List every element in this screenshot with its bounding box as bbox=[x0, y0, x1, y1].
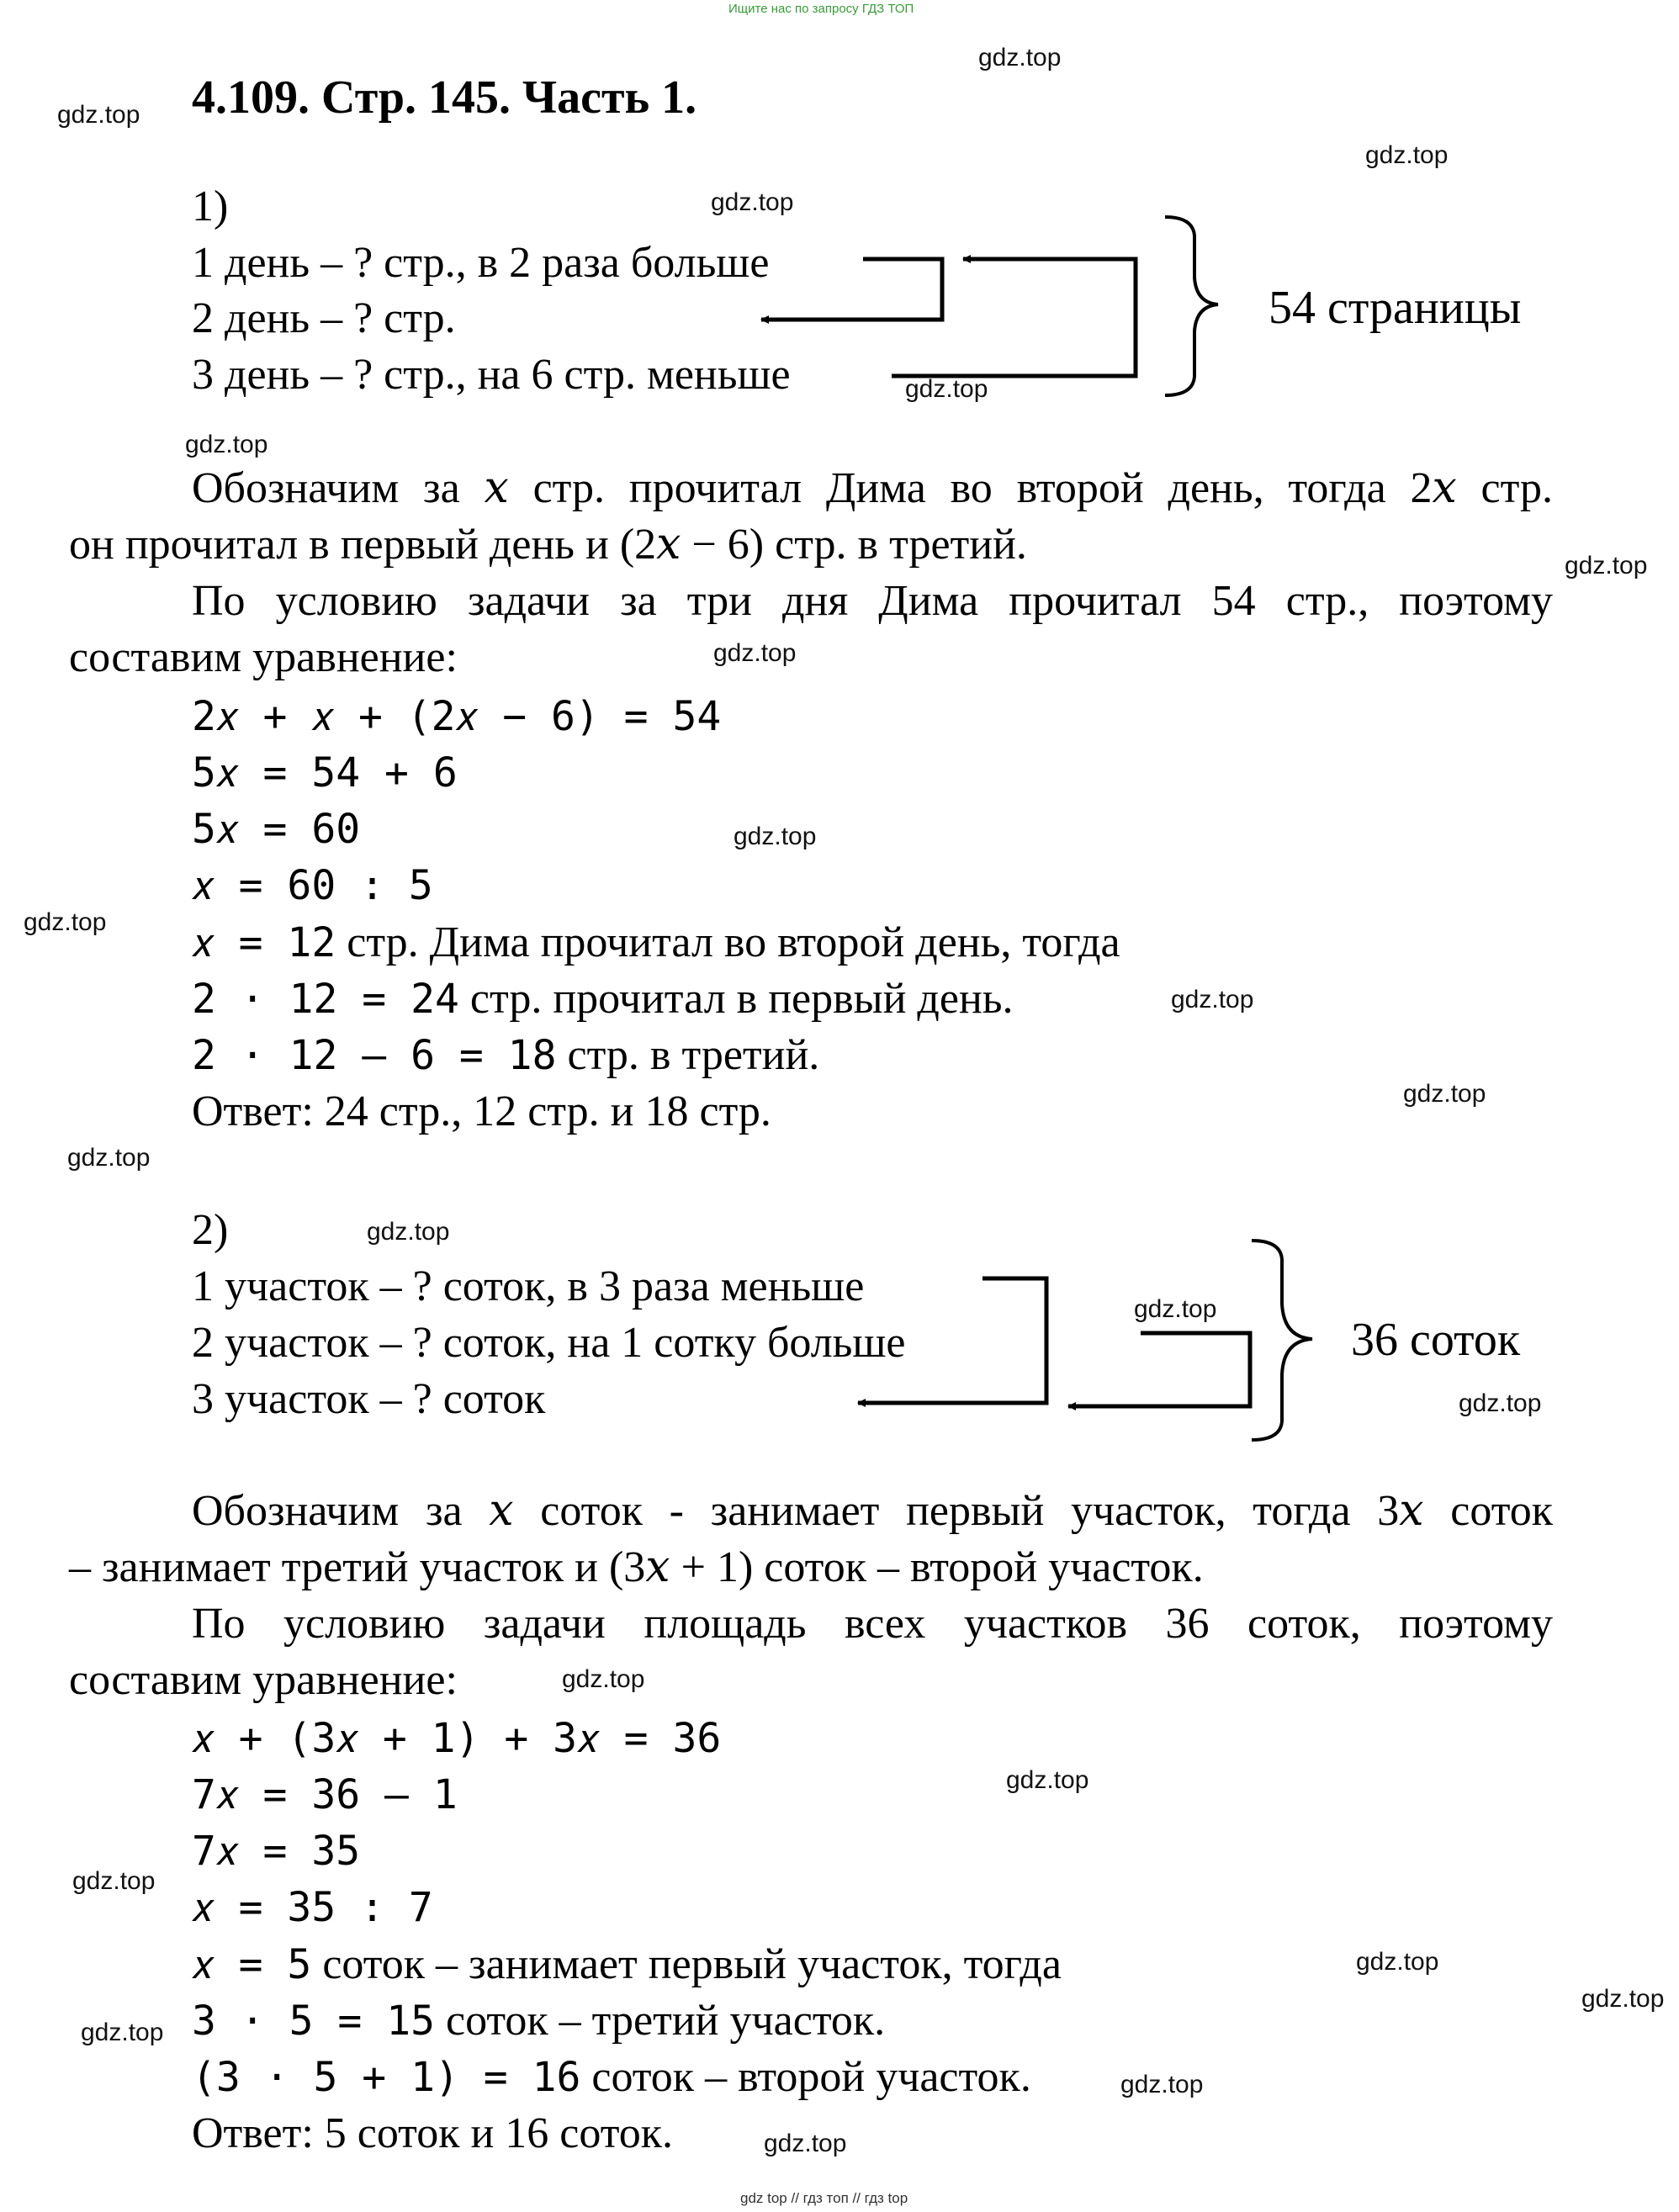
part2-para2-line2: составим уравнение: bbox=[69, 1656, 458, 1704]
part1-equation-3: 5𝑥 = 60 bbox=[192, 806, 361, 853]
part1-equation-7-text: стр. в третий. bbox=[556, 1031, 820, 1079]
watermark: gdz.top bbox=[24, 908, 107, 936]
part2-equation-7-math: (3 · 5 + 1) = 16 bbox=[192, 2054, 581, 2101]
page-title: 4.109. Стр. 145. Часть 1. bbox=[192, 71, 697, 124]
part2-para2-line1: По условию задачи площадь всех участков 36 соток, поэтому bbox=[192, 1600, 1553, 1648]
arrow-plot2-to-plot3 bbox=[1068, 1333, 1250, 1406]
part1-equation-6-text: стр. прочитал в первый день. bbox=[458, 975, 1014, 1023]
watermark: gdz.top bbox=[57, 101, 140, 129]
part1-equation-1: 2𝑥 + 𝑥 + (2𝑥 − 6) = 54 bbox=[192, 693, 722, 740]
part2-para1-line1: Обозначим за 𝑥 соток - занимает первый участок, тогда 3𝑥 соток bbox=[192, 1487, 1553, 1535]
watermark: gdz.top bbox=[185, 431, 268, 458]
part2-equation-2: 7𝑥 = 36 – 1 bbox=[192, 1771, 458, 1818]
watermark: gdz.top bbox=[72, 1867, 156, 1895]
part1-equation-5-math: 𝑥 = 12 bbox=[192, 919, 336, 966]
arrow-day1-to-day2 bbox=[761, 259, 942, 320]
part2-brace bbox=[1252, 1241, 1312, 1440]
watermark: gdz.top bbox=[1120, 2071, 1204, 2098]
watermark: gdz.top bbox=[367, 1218, 450, 1246]
arrow-day3-to-day1 bbox=[892, 259, 1136, 376]
part2-equation-6-text: соток – третий участок. bbox=[434, 1997, 886, 2045]
part1-equation-6-math: 2 · 12 = 24 bbox=[192, 976, 459, 1023]
part1-answer: Ответ: 24 стр., 12 стр. и 18 стр. bbox=[192, 1087, 771, 1135]
part2-equation-3: 7𝑥 = 35 bbox=[192, 1828, 361, 1875]
part2-equation-6-math: 3 · 5 = 15 bbox=[192, 1998, 435, 2045]
part1-row-3: 3 день – ? стр., на 6 стр. меньше bbox=[192, 351, 791, 399]
part2-row-2: 2 участок – ? соток, на 1 сотку больше bbox=[192, 1319, 906, 1367]
part1-equation-7 bbox=[192, 1029, 819, 1082]
watermark: gdz.top bbox=[1171, 986, 1254, 1013]
part2-answer: Ответ: 5 соток и 16 соток. bbox=[192, 2109, 673, 2157]
part2-row-1: 1 участок – ? соток, в 3 раза меньше bbox=[192, 1262, 865, 1310]
part1-row-2: 2 день – ? стр. bbox=[192, 294, 456, 342]
part1-equation-5-text: стр. Дима прочитал во второй день, тогда bbox=[336, 918, 1120, 966]
watermark: gdz.top bbox=[1365, 141, 1449, 169]
watermark: gdz.top bbox=[1581, 1985, 1665, 2013]
part2-equation-7 bbox=[192, 2051, 1031, 2104]
top-ad-text: Ищите нас по запросу ГДЗ ТОП bbox=[728, 2, 914, 16]
part2-equation-1: 𝑥 + (3𝑥 + 1) + 3𝑥 = 36 bbox=[192, 1715, 722, 1762]
watermark: gdz.top bbox=[1565, 552, 1648, 579]
part1-brace bbox=[1165, 217, 1218, 395]
watermark: gdz.top bbox=[1006, 1766, 1089, 1794]
watermark: gdz.top bbox=[734, 823, 817, 850]
part2-equation-6 bbox=[192, 1995, 885, 2047]
part2-para1-line2: – занимает третий участок и (3𝑥 + 1) соток – второй участок. bbox=[69, 1543, 1204, 1591]
part2-equation-7-text: соток – второй участок. bbox=[580, 2053, 1031, 2101]
footer-text: gdz top // гдз топ // гдз top bbox=[740, 2190, 908, 2206]
watermark: gdz.top bbox=[905, 375, 988, 403]
part2-row-3: 3 участок – ? соток bbox=[192, 1375, 546, 1423]
part1-equation-5 bbox=[192, 917, 1120, 969]
part2-equation-5 bbox=[192, 1939, 1062, 1991]
watermark: gdz.top bbox=[1356, 1948, 1439, 1976]
watermark: gdz.top bbox=[1134, 1295, 1217, 1323]
part1-equation-7-math: 2 · 12 – 6 = 18 bbox=[192, 1032, 557, 1079]
part1-label: 1) bbox=[192, 183, 229, 230]
watermark: gdz.top bbox=[1403, 1080, 1486, 1108]
watermark: gdz.top bbox=[764, 2130, 847, 2157]
watermark: gdz.top bbox=[711, 188, 794, 216]
part1-row-1: 1 день – ? стр., в 2 раза больше bbox=[192, 239, 770, 287]
part1-para2-line2: составим уравнение: bbox=[69, 633, 458, 681]
part2-total-label: 36 соток bbox=[1351, 1314, 1521, 1366]
part2-equation-5-math: 𝑥 = 5 bbox=[192, 1941, 312, 1988]
part1-total-label: 54 страницы bbox=[1269, 282, 1522, 334]
part1-equation-4: 𝑥 = 60 : 5 bbox=[192, 862, 433, 909]
part2-label: 2) bbox=[192, 1206, 229, 1254]
part1-equation-6 bbox=[192, 973, 1014, 1025]
watermark: gdz.top bbox=[562, 1665, 645, 1693]
watermark: gdz.top bbox=[1459, 1389, 1542, 1417]
part1-para1-line2: он прочитал в первый день и (2𝑥 − 6) стр. в третий. bbox=[69, 521, 1027, 569]
watermark: gdz.top bbox=[67, 1144, 151, 1172]
part2-equation-4: 𝑥 = 35 : 7 bbox=[192, 1884, 433, 1931]
watermark: gdz.top bbox=[713, 639, 797, 667]
watermark: gdz.top bbox=[81, 2019, 164, 2046]
part1-equation-2: 5𝑥 = 54 + 6 bbox=[192, 749, 458, 796]
part2-equation-5-text: соток – занимает первый участок, тогда bbox=[311, 1940, 1062, 1988]
part1-para2-line1: По условию задачи за три дня Дима прочитал 54 стр., поэтому bbox=[192, 577, 1553, 625]
watermark: gdz.top bbox=[978, 44, 1062, 71]
part1-para1-line1: Обозначим за 𝑥 стр. прочитал Дима во второй день, тогда 2𝑥 стр. bbox=[192, 464, 1553, 512]
